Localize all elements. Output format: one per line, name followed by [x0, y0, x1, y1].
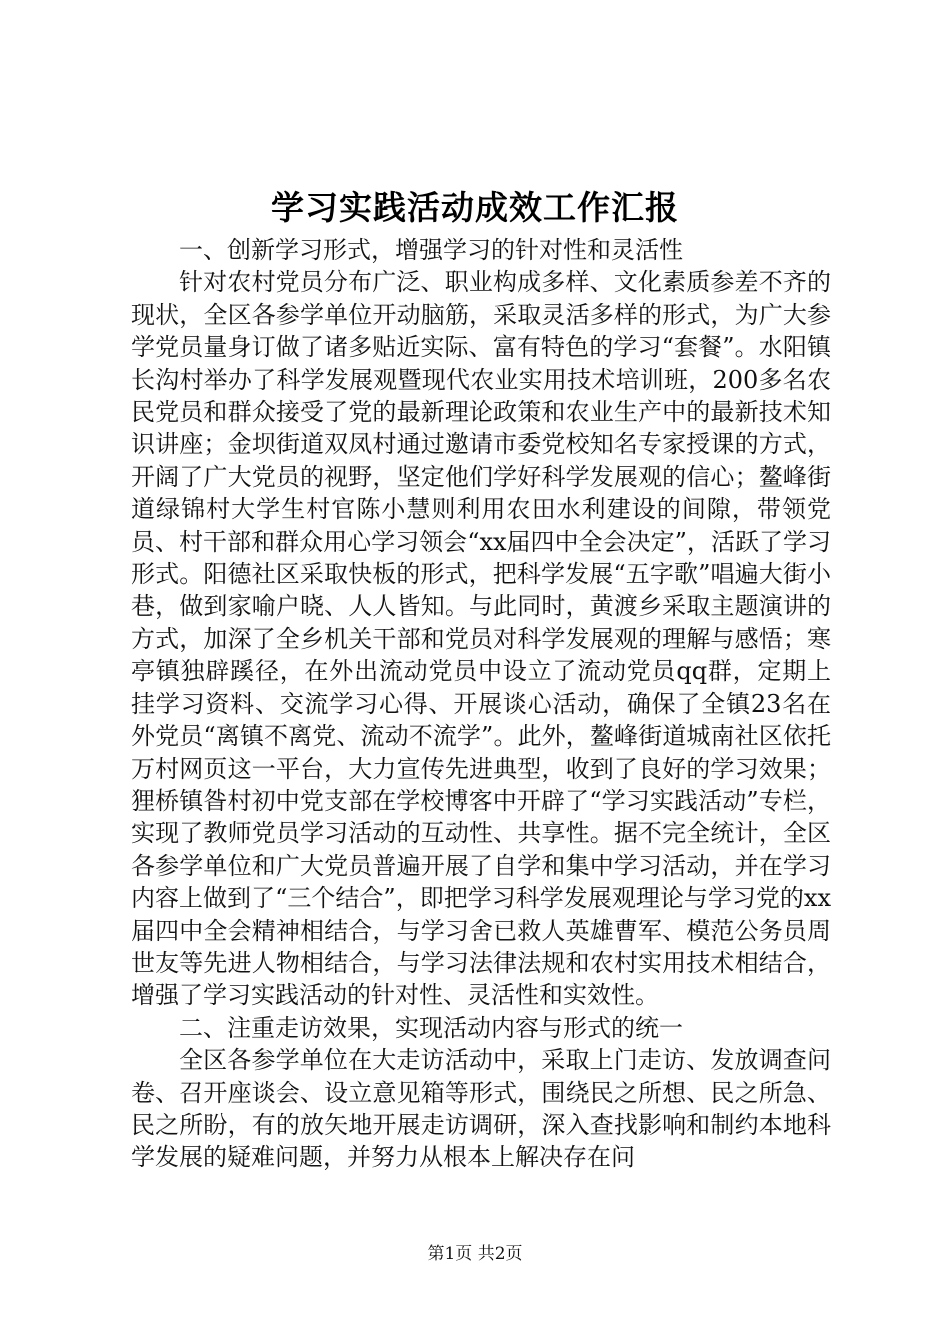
section-heading-1: 一、创新学习形式，增强学习的针对性和灵活性: [179, 236, 683, 264]
body-paragraph-2: 全区各参学单位在大走访活动中，采取上门走访、发放调查问卷、召开座谈会、设立意见箱等形式，围绕民之所想、民之所急、民之所盼，有的放矢地开展走访调研，深入查找影响和制约本地科学发展的疑难问题，并努力从根本上解决存在问: [131, 1046, 831, 1172]
page-footer: [0, 1242, 950, 1266]
document-body: [131, 234, 831, 1174]
page-number-total: 共2页: [477, 1244, 523, 1264]
section-heading-2: 二、注重走访效果，实现活动内容与形式的统一: [179, 1013, 683, 1042]
document-title: 学习实践活动成效工作汇报: [271, 188, 679, 227]
body-paragraph-1: 针对农村党员分布广泛、职业构成多样、文化素质参差不齐的现状，全区各参学单位开动脑筋，采取灵活多样的形式，为广大参学党员量身订做了诸多贴近实际、富有特色的学习“套餐”。水阳镇长沟村举办了科学发展观暨现代农业实用技术培训班，200多名农民党员和群众接受了党的最新理论政策和农业生产中的最新技术知识讲座；金坝街道双凤村通过邀请市委党校知名专家授课的方式，开阔了广大党员的视野，坚定他们学好科学发展观的信心；鳌峰街道绿锦村大学生村官陈小慧则利用农田水利建设的间隙，带领党员、村干部和群众用心学习领会“xx届四中全会决定”，活跃了学习形式。阳德社区采取快板的形式，把科学发展“五字歌”唱遍大街小巷，做到家喻户晓、人人皆知。与此同时，黄渡乡采取主题演讲的方式，加深了全乡机关干部和党员对科学发展观的理解与感悟；寒亭镇独辟蹊径，在外出流动党员中设立了流动党员qq群，定期上挂学习资料、交流学习心得、开展谈心活动，确保了全镇23名在外党员“离镇不离党、流动不流学”。此外，鳌峰街道城南社区依托万村网页这一平台，大力宣传先进典型，收到了良好的学习效果；狸桥镇昝村初中党支部在学校博客中开辟了“学习实践活动”专栏，实现了教师党员学习活动的互动性、共享性。据不完全统计，全区各参学单位和广大党员普遍开展了自学和集中学习活动，并在学习内容上做到了“三个结合”，即把学习科学发展观理论与学习党的xx届四中全会精神相结合，与学习舍已救人英雄曹军、模范公务员周世友等先进人物相结合，与学习法律法规和农村实用技术相结合，增强了学习实践活动的针对性、灵活性和实效性。: [131, 268, 831, 1010]
page-number-current: 第1页: [427, 1244, 473, 1264]
